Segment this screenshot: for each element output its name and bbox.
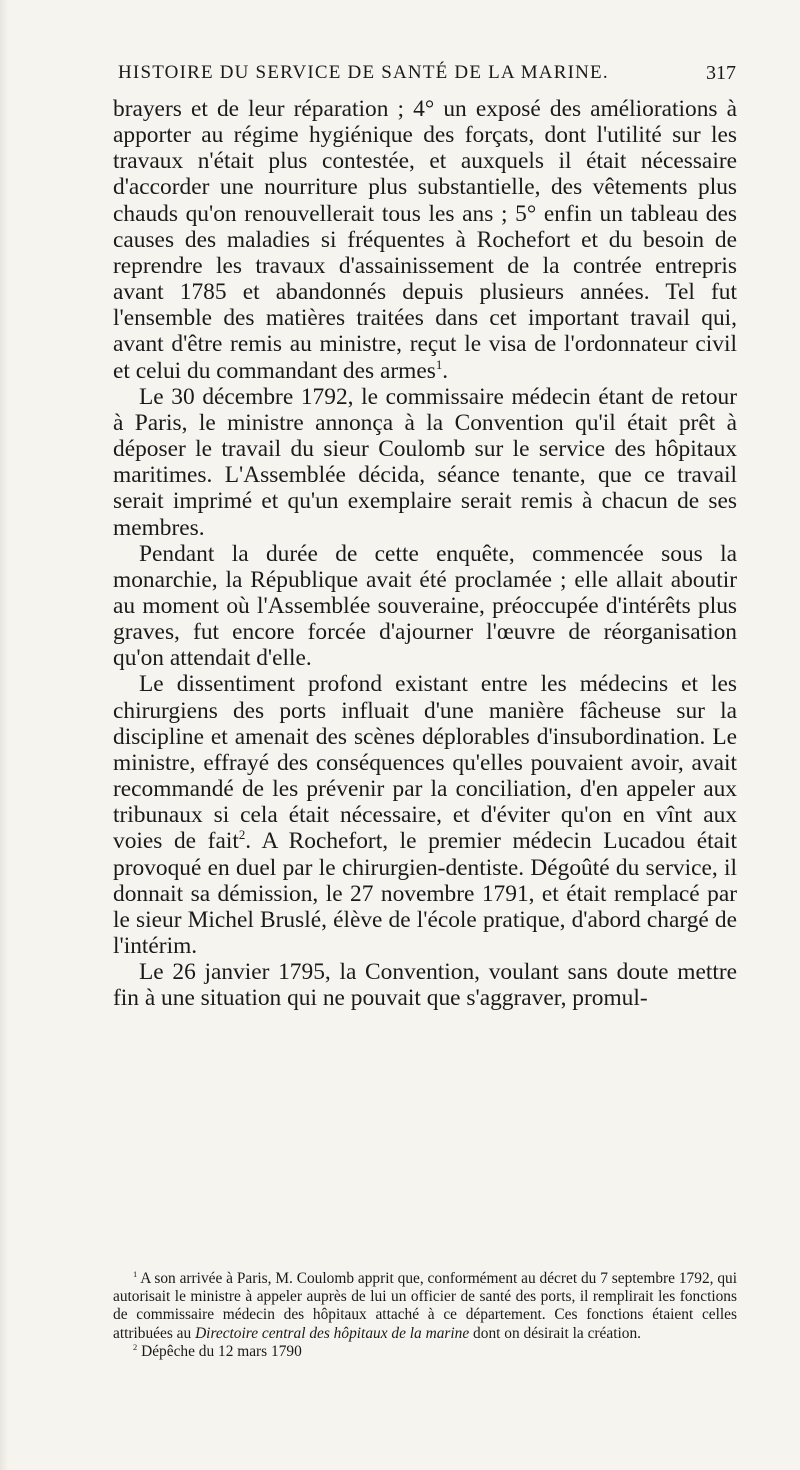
paragraph-5: Le 26 janvier 1795, la Convention, voulant sans doute mettre fin à une situation qui ne pouvait que s'aggraver, promul- — [113, 959, 737, 1012]
footnote-ref-2: 2 — [238, 828, 246, 843]
running-title: HISTOIRE DU SERVICE DE SANTÉ DE LA MARINE. — [118, 62, 609, 83]
footnote-2: $^2$ Dépêche du 12 mars 1790 — [133, 1341, 302, 1360]
footnote-ref-1: 1 — [435, 357, 443, 372]
scan-edge-shadow — [0, 0, 8, 1470]
footnote-1: $^1$ A son arrivée à Paris, M. Coulomb apprit que, conformément au décret du 7 septembre 1792, qui autorisait le ministre à appeler auprès de lui un officier de santé des ports, il remplirait les fonctions de commissaire médecin des hôpitaux attaché à ce département. Ces fonctions étaient celles attribuées au Directoire central des hôpitaux de la marine dont on désirait la création. — [113, 1269, 738, 1342]
paragraph-4: Le dissentiment profond existant entre les médecins et les chirurgiens des ports influait d'une manière fâcheuse sur la discipline et amenait des scènes déplorables d'insubordination. Le ministre, effrayé des conséquences qu'elles pouvaient avoir, avait recommandé de les prévenir par la conciliation, d'en appeler aux tribunaux si cela était nécessaire, et d'éviter qu'on en vînt aux voies de fait$^2$. A Rochefort, le premier médecin Lucadou était provoqué en duel par le chirurgien-dentiste. Dégoûté du service, il donnait sa démission, le 27 novembre 1791, et était remplacé par le sieur Michel Bruslé, élève de l'école pratique, d'abord chargé de l'intérim. — [113, 671, 738, 959]
running-head — [118, 62, 736, 88]
paragraph-2: Le 30 décembre 1792, le commissaire médecin étant de retour à Paris, le ministre annonça à la Convention qu'il était prêt à déposer le travail du sieur Coulomb sur le service des hôpitaux maritimes. L'Assemblée décida, séance tenante, que ce travail serait imprimé et qu'un exemplaire serait remis à chacun de ses membres. — [113, 383, 737, 541]
paragraph-3: Pendant la durée de cette enquête, commencée sous la monarchie, la République avait été proclamée ; elle allait aboutir au moment où l'Assemblée souveraine, préoccupée d'intérêts plus graves, fut encore forcée d'ajourner l'œuvre de réorganisation qu'on attendait d'elle. — [113, 540, 737, 672]
page-number: 317 — [706, 62, 736, 84]
body-text — [113, 96, 737, 1011]
paragraph-1: brayers et de leur réparation ; 4° un exposé des améliorations à apporter au régime hygiénique des forçats, dont l'utilité sur les travaux n'était plus contestée, et auxquels il était nécessaire d'accorder une nourriture plus substantielle, des vêtements plus chauds qu'on renouvellerait tous les ans ; 5° enfin un tableau des causes des maladies si fréquentes à Rochefort et du besoin de reprendre les travaux d'assainissement de la contrée entrepris avant 1785 et abandonnés depuis plusieurs années. Tel fut l'ensemble des matières traitées dans cet important travail qui, avant d'être remis au ministre, reçut le visa de l'ordonnateur civil et celui du commandant des armes$^1$. — [113, 96, 737, 384]
footnotes — [113, 1270, 737, 1361]
